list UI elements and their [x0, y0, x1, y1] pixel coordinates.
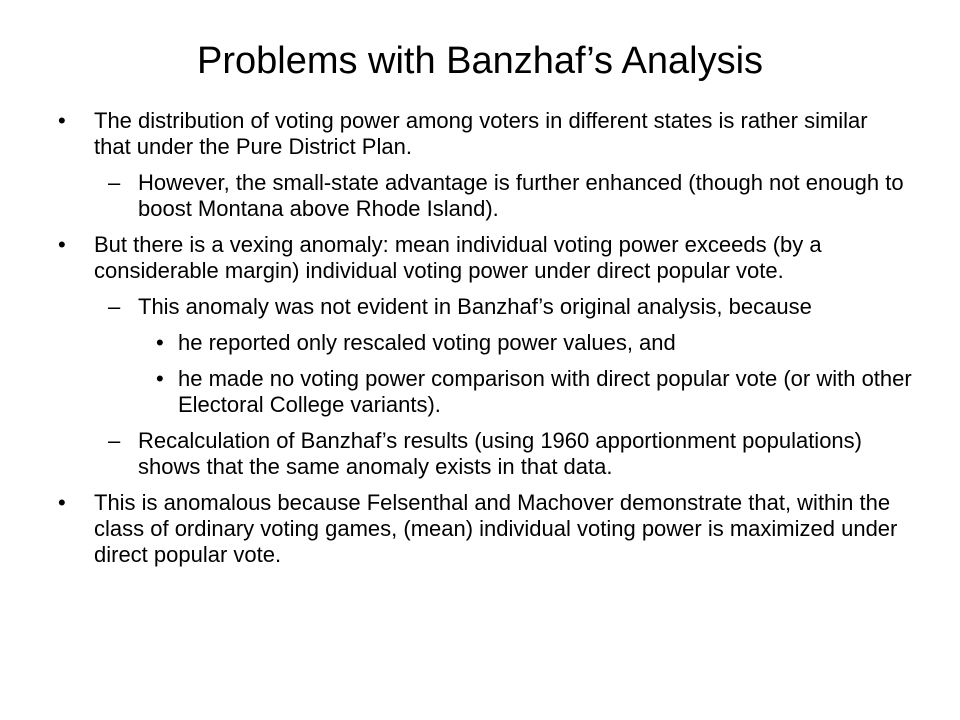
dash-marker: – [108, 170, 121, 195]
slide-title: Problems with Banzhaf’s Analysis [196, 40, 764, 82]
dash-marker: – [108, 294, 121, 319]
sub-bullet-item [0, 170, 960, 222]
sub-sub-bullet-text: he reported only rescaled voting power values, and [178, 330, 676, 355]
sub-bullet-text: This anomaly was not evident in Banzhaf’s original analysis, because [138, 294, 812, 319]
bullet-item [0, 490, 960, 568]
sub-sub-bullet-text: he made no voting power comparison with direct popular vote (or with other Electoral College variants). [178, 366, 912, 417]
bullet-text: This is anomalous because Felsenthal and Machover demonstrate that, within the class of ordinary voting games, (mean) individual voting power is maximized under direct popular vote. [94, 490, 898, 567]
sub-bullet-item [0, 294, 960, 320]
bullet-list [0, 108, 960, 578]
sub-sub-bullet-item [0, 330, 960, 356]
bullet-marker: • [156, 366, 164, 391]
sub-bullet-item [0, 428, 960, 480]
bullet-marker: • [156, 330, 164, 355]
bullet-item [0, 232, 960, 284]
bullet-marker: • [58, 490, 66, 515]
bullet-marker: • [58, 108, 66, 133]
bullet-text: The distribution of voting power among voters in different states is rather similar that under the Pure District Plan. [94, 108, 868, 159]
sub-bullet-text: Recalculation of Banzhaf’s results (using 1960 apportionment populations) shows that the same anomaly exists in that data. [138, 428, 862, 479]
bullet-item [0, 108, 960, 160]
bullet-marker: • [58, 232, 66, 257]
dash-marker: – [108, 428, 121, 453]
bullet-text: But there is a vexing anomaly: mean individual voting power exceeds (by a considerable margin) individual voting power under direct popular vote. [94, 232, 822, 283]
sub-bullet-text: However, the small-state advantage is further enhanced (though not enough to boost Montana above Rhode Island). [138, 170, 904, 221]
sub-sub-bullet-item [0, 366, 960, 418]
